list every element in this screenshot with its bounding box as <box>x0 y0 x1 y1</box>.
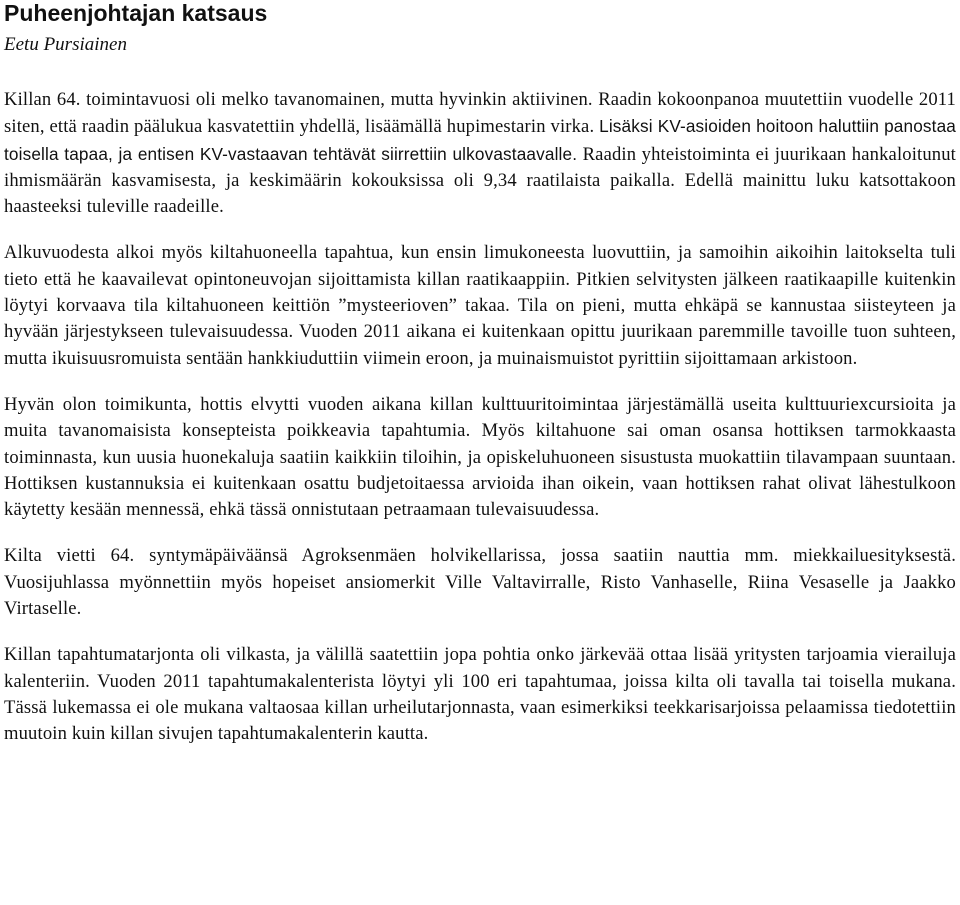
author-name: Eetu Pursiainen <box>4 34 127 55</box>
article-title: Puheenjohtajan katsaus <box>4 0 268 26</box>
paragraph-3: Hyvän olon toimikunta, hottis elvytti vuoden aikana killan kulttuuritoimintaa järjestämällä useita kulttuuriexcursioita ja muita tavanomaisista konsepteista poikkeavia tapahtumia. Myös kiltahuone sai oman osansa hottiksen tarmokkaasta toiminnasta, kun uusia huonekaluja saatiin kaikkiin tiloihin, ja opiskeluhuoneen sisustusta muokattiin tilavampaan suuntaan. Hottiksen kustannuksia ei kuitenkaan osattu budjetoitaessa arvioida ihan oikein, vaan hottiksen rahat olivat lähestulkoon käytetty kesään mennessä, ehkä tässä onnistutaan petraamaan tulevaisuudessa. <box>4 393 956 521</box>
paragraph-1-sentence-c: Raadin yhteistoiminta ei juurikaan hankaloitunut ihmismäärän kasvamisesta, ja keskimäärin kokouksissa oli 9,34 raatilaista paikalla. Edellä mainittu luku katsottakoon haasteeksi tuleville raadeille. <box>4 143 956 218</box>
document-page <box>4 0 956 748</box>
paragraph-5: Killan tapahtumatarjonta oli vilkasta, ja välillä saatettiin jopa pohtia onko järkevää ottaa lisää yritysten tarjoamia vierailuja kalenteriin. Vuoden 2011 tapahtumakalenterista löytyi yli 100 eri tapahtumaa, joissa kilta oli tavalla tai toisella mukana. Tässä lukemassa ei ole mukana valtaosaa killan urheilutarjonnasta, vaan esimerkiksi teekkarisarjoissa pelaamissa tiedotettiin muutoin kuin killan sivujen tapahtumakalenterin kautta. <box>4 644 956 745</box>
paragraph-4: Kilta vietti 64. syntymäpäiväänsä Agroksenmäen holvikellarissa, jossa saatiin nauttia mm. miekkailuesityksestä. Vuosijuhlassa myönnettiin myös hopeiset ansiomerkit Ville Valtavirralle, Risto Vanhaselle, Riina Vesaselle ja Jaakko Virtaselle. <box>4 545 956 620</box>
paragraph-1 <box>4 87 956 220</box>
paragraph-1-sentence-a: Killan 64. toimintavuosi oli melko tavanomainen, mutta hyvinkin aktiivinen. Raadin kokoonpanoa muutettiin vuodelle 2011 siten, että raadin päälukua kasvatettiin yhdellä, lisäämällä hupimestarin virka. <box>4 89 956 138</box>
paragraph-2: Alkuvuodesta alkoi myös kiltahuoneella tapahtua, kun ensin limukoneesta luovuttiin, ja samoihin aikoihin laitokselta tuli tieto että he kaavailevat opintoneuvojan sijoittamista killan raatikaappiin. Pitkien selvitysten jälkeen raatikaapille kuitenkin löytyi korvaava tila kiltahuoneen keittiön ”mysteerioven” takaa. Tila on pieni, mutta ehkäpä se kannustaa siisteyteen ja hyvään järjestykseen tulevaisuudessa. Vuoden 2011 aikana ei kuitenkaan opittu juurikaan paremmille tavoille tuon suhteen, mutta ikuisuusromuista sentään hankkiuduttiin viimein eroon, ja muinaismuistot pyrittiin sijoittamaan arkistoon. <box>4 242 956 369</box>
paragraph-1-sentence-b: Lisäksi KV-asioiden hoitoon haluttiin panostaa toisella tapaa, ja entisen KV-vastaavan tehtävät siirrettiin ulkovastaavalle. <box>4 116 956 164</box>
